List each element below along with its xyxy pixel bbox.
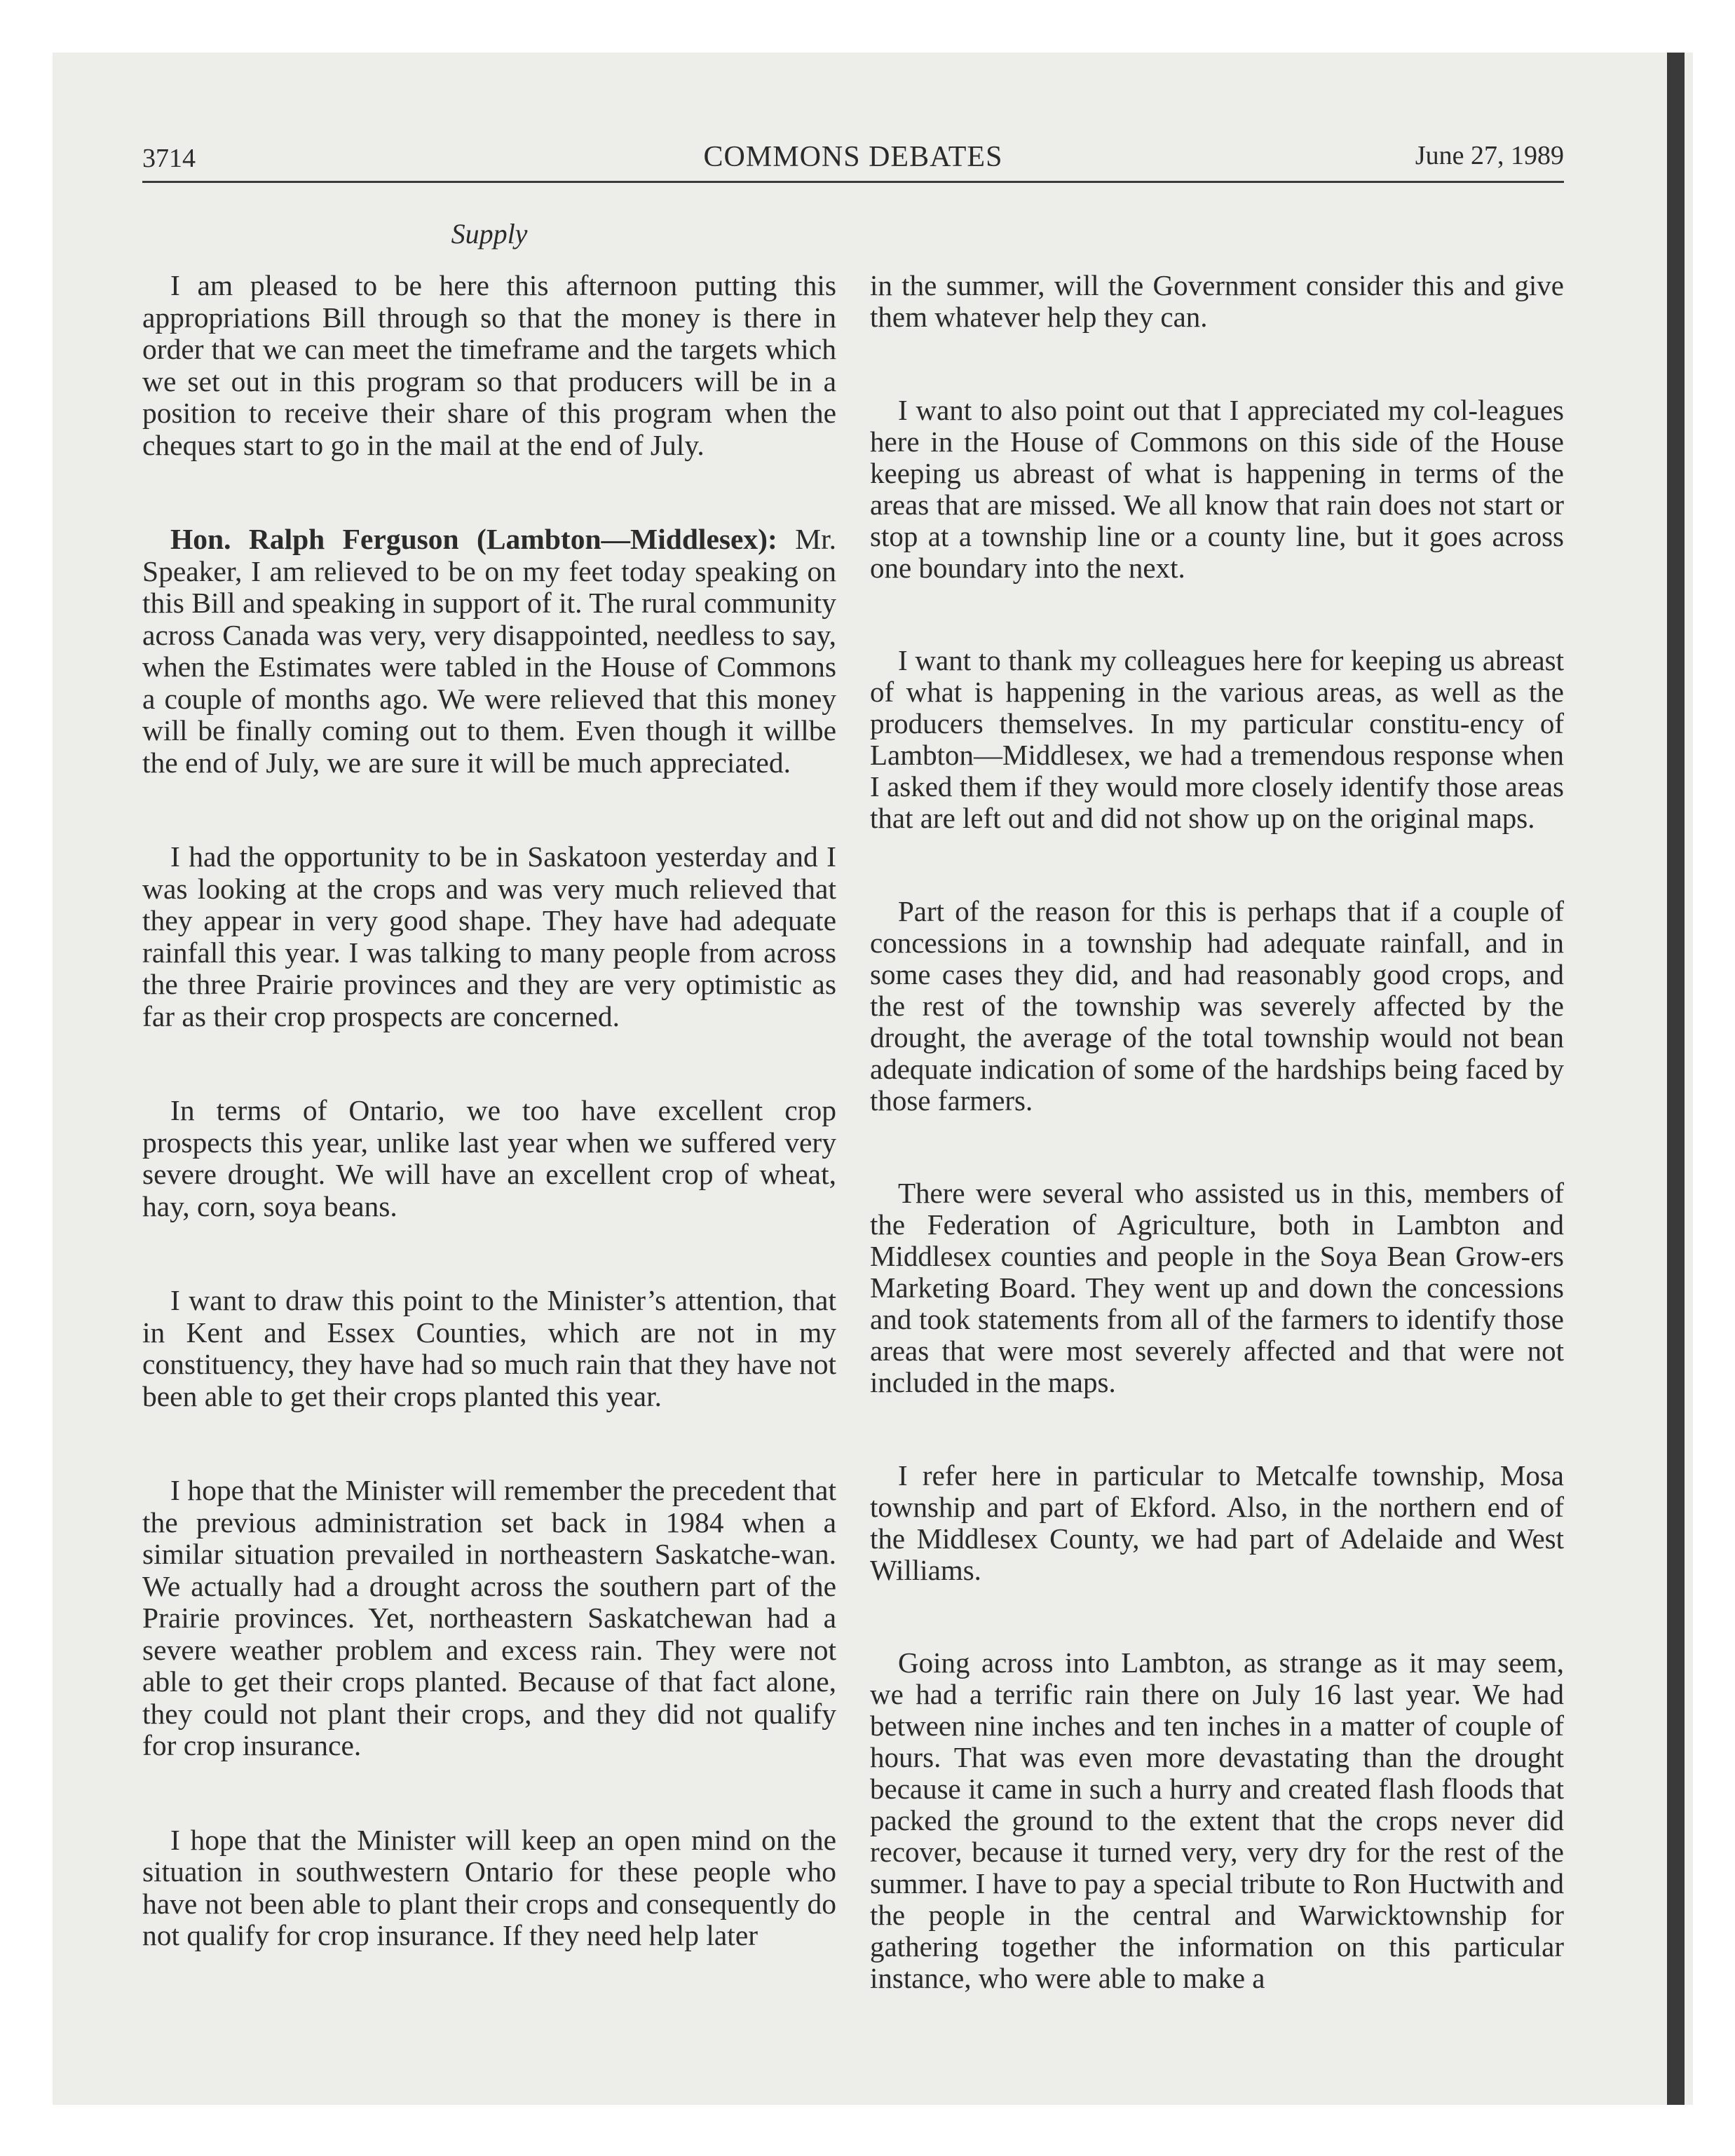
paragraph [870,896,1564,1117]
paragraph [870,1647,1564,1994]
paragraph [870,1460,1564,1586]
paragraph-text: There were several who assisted us in this, members of the Federation of Agriculture, both in Lambton and Middlesex counties and people in the Soya Bean Grow-ers Marketing Board. They went up and down the concessions and took statements from all of the farmers to identify those areas that were most severely affected and that were not included in the maps. [870,1177,1564,1398]
paragraph [142,1095,836,1222]
paragraph-text: Mr. Speaker, I am relieved to be on my feet today speaking on this Bill and speaking in support of it. The rural community across Canada was very, very disappointed, needless to say, when the Estimates were tabled in the House of Commons a couple of months ago. We were relieved that this money will be finally coming out to them. Even though it willbe the end of July, we are sure it will be much appreciated. [142,523,837,779]
paragraph-text: I want to thank my colleagues here for keeping us abreast of what is happening in the various areas, as well as the producers themselves. In my particular constitu-ency of Lambton—Middlesex, we had a tremendous response when I asked them if they would more closely identify those areas that are left out and did not show up on the original maps. [870,644,1564,834]
paragraph [870,270,1564,333]
paragraph [142,270,836,461]
section-heading: Supply [451,218,528,250]
paragraph-text: I hope that the Minister will remember the precedent that the previous administration set back in 1984 when a similar situation prevailed in northeastern Saskatche-wan. We actually had a drought across the southern part of the Prairie provinces. Yet, northeastern Saskatchewan had a severe weather problem and excess rain. They were not able to get their crops planted. Because of that fact alone, they could not plant their crops, and they did not qualify for crop insurance. [142,1474,836,1761]
speaker-name: Hon. Ralph Ferguson (Lambton—Middlesex): [170,523,777,555]
paragraph [870,1178,1564,1398]
publication-title: COMMONS DEBATES [703,141,1003,173]
page-header [142,140,1564,177]
right-column [870,270,1564,2056]
paragraph [142,841,836,1032]
paragraph-text: in the summer, will the Government consider this and give them whatever help they can. [870,269,1564,333]
paragraph-text: I want to draw this point to the Minister’s attention, that in Kent and Essex Counties, which are not in my constituency, they have had so much rain that they have not been able to get their crops planted this year. [142,1284,836,1412]
paragraph-text: I had the opportunity to be in Saskatoon yesterday and I was looking at the crops and was very much relieved that they appear in very good shape. They have had adequate rainfall this year. I was talking to many people from across the three Prairie provinces and they are very optimistic as far as their crop prospects are concerned. [142,840,836,1032]
paragraph [142,1475,836,1762]
paragraph-text: I refer here in particular to Metcalfe township, Mosa township and part of Ekford. Also, in the northern end of the Middlesex County, we had part of Adelaide and West Williams. [870,1459,1564,1586]
paragraph-text: I am pleased to be here this afternoon putting this appropriations Bill through so that the money is there in order that we can meet the timeframe and the targets which we set out in this program so that producers will be in a position to receive their share of this program when the cheques start to go in the mail at the end of July. [142,269,836,461]
paragraph [870,645,1564,834]
paragraph-text: I want to also point out that I appreciated my col-leagues here in the House of Commons on this side of the House keeping us abreast of what is happening in terms of the areas that are missed. We all know that rain does not start or stop at a township line or a county line, but it goes across one boundary into the next. [870,393,1564,584]
paragraph-text: Part of the reason for this is perhaps that if a couple of concessions in a township had adequate rainfall, and in some cases they did, and had reasonably good crops, and the rest of the township was severely affected by the drought, the average of the total township would not bean adequate indication of some of the hardships being faced by those farmers. [870,894,1564,1117]
paragraph-text: In terms of Ontario, we too have excellent crop prospects this year, unlike last year when we suffered very severe drought. We will have an excellent crop of wheat, hay, corn, soya beans. [142,1094,836,1222]
page-number: 3714 [142,144,196,173]
publication-date: June 27, 1989 [1415,141,1564,170]
paragraph-text: I hope that the Minister will keep an open mind on the situation in southwestern Ontario for these people who have not been able to plant their crops and consequently do not qualify for crop insurance. If they need help later [142,1823,836,1951]
paragraph-text: Going across into Lambton, as strange as it may seem, we had a terrific rain there on July 16 last year. We had between nine inches and ten inches in a matter of couple of hours. That was even more devastating than the drought because it came in such a hurry and created flash floods that packed the ground to the extent that the crops never did recover, because it turned very, very dry for the rest of the summer. I have to pay a special tribute to Ron Huctwith and the people in the central and Warwicktownship for gathering together the information on this particular instance, who were able to make a [870,1646,1564,1994]
header-rule [142,181,1564,183]
paragraph [142,524,836,779]
left-column [142,270,836,2014]
paragraph [142,1285,836,1412]
paragraph [142,1824,836,1952]
scan-edge-shadow [1667,53,1685,2105]
paragraph [870,395,1564,584]
